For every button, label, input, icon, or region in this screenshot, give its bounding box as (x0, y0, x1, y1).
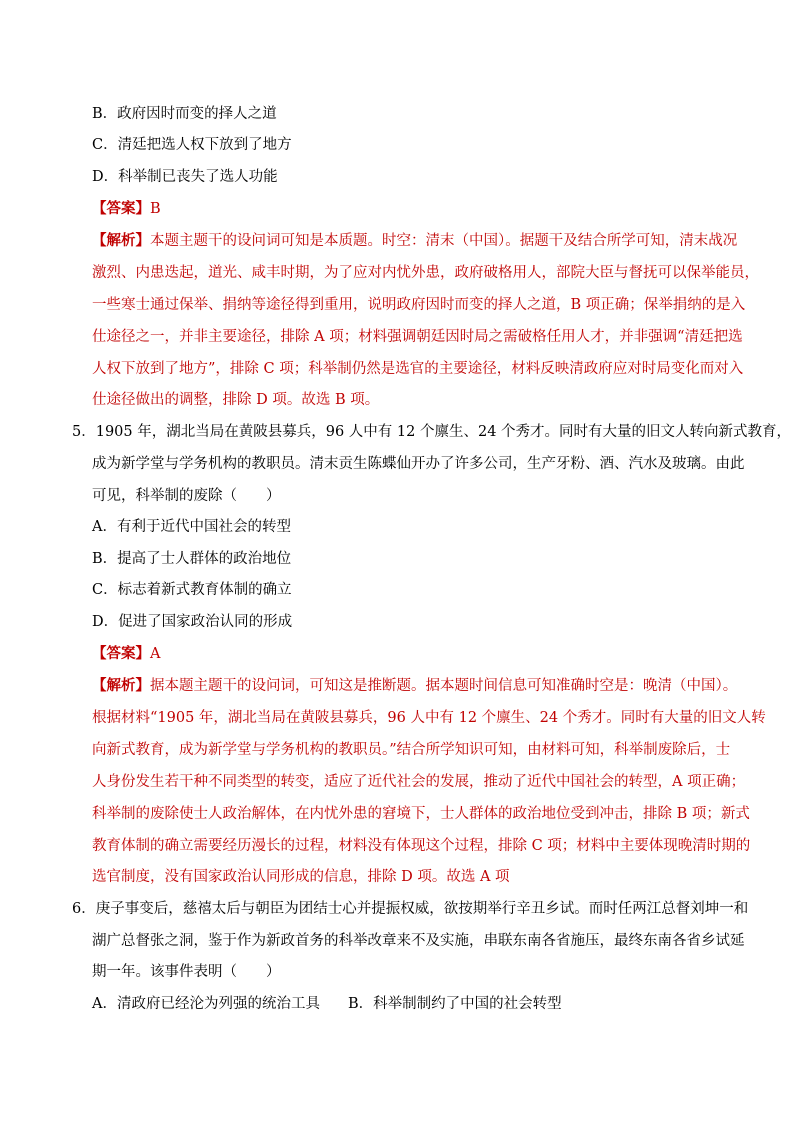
q5-explanation-line: 向新式教育，成为新学堂与学务机构的教职员。”结合所学知识可知，由材料可知，科举制废除后，士 (92, 742, 731, 758)
q5-stem-line (72, 422, 791, 442)
answer-value: B (150, 201, 161, 217)
q4-option-c: C．清廷把选人权下放到了地方 (92, 137, 292, 153)
q5-explanation-line: 教育体制的确立需要经历漫长的过程，材料没有体现这个过程，排除 C 项；材料中主要体现晚清时期的 (92, 838, 751, 854)
question-text: 庚子事变后，慈禧太后与朝臣为团结士心并提振权威，欲按期举行辛丑乡试。而时任两江总督刘坤一和 (95, 901, 749, 917)
explanation-text: 据本题主题干的设问词，可知这是推断题。据本题时间信息可知准确时空是：晚清（中国）。 (150, 678, 738, 694)
q4-option-d: D．科举制已丧失了选人功能 (92, 169, 278, 185)
q4-explanation-line: 激烈、内患迭起，道光、咸丰时期，为了应对内忧外患，政府破格用人，部院大臣与督抚可以保举能员， (92, 265, 759, 281)
q5-explanation-line (92, 676, 737, 696)
q4-explanation-line: 一些寒士通过保举、捐纳等途径得到重用，说明政府因时而变的择人之道，B 项正确；保举捐纳的是入 (92, 297, 746, 313)
q6-stem-line (72, 899, 748, 919)
q6-stem-line: 湖广总督张之洞，鉴于作为新政首务的科举改章来不及实施，串联东南各省施压，最终东南各省乡试延 (92, 933, 745, 949)
answer-label: 【答案】 (92, 200, 150, 217)
q5-explanation-line: 科举制的废除使士人政治解体，在内忧外患的窘境下，士人群体的政治地位受到冲击，排除 B 项；新式 (92, 806, 750, 822)
q5-option-d: D．促进了国家政治认同的形成 (92, 614, 293, 630)
q6-option-a: A．清政府已经沦为列强的统治工具 (92, 996, 320, 1012)
q5-option-c: C．标志着新式教育体制的确立 (92, 582, 292, 598)
explanation-label: 【解析】 (92, 232, 150, 249)
q4-answer (92, 199, 161, 219)
question-number: 5． (72, 424, 96, 440)
q4-explanation-line: 仕途径之一，并非主要途径，排除 A 项；材料强调朝廷因时局之需破格任用人才，并非强调“清廷把选 (92, 329, 743, 345)
q5-stem-line: 成为新学堂与学务机构的教职员。清末贡生陈蝶仙开办了许多公司，生产牙粉、酒、汽水及玻璃。由此 (92, 456, 745, 472)
explanation-text: 本题主题干的设问词可知是本质题。时空：清末（中国）。据题干及结合所学可知，清末战况 (150, 233, 738, 249)
question-text: 1905 年，湖北当局在黄陂县募兵，96 人中有 12 个廪生、24 个秀才。同时有大量的旧文人转向新式教育， (95, 424, 792, 440)
q5-option-b: B．提高了士人群体的政治地位 (92, 551, 292, 567)
q5-answer (92, 644, 160, 664)
q5-explanation-line: 根据材料“1905 年，湖北当局在黄陂县募兵，96 人中有 12 个廪生、24 个秀才。同时有大量的旧文人转 (92, 710, 766, 726)
answer-label: 【答案】 (92, 645, 150, 662)
q4-explanation-line (92, 231, 737, 251)
answer-value: A (150, 646, 161, 662)
q6-option-b: B．科举制制约了中国的社会转型 (348, 996, 562, 1012)
q5-option-a: A．有利于近代中国社会的转型 (92, 519, 291, 535)
q5-stem-line: 可见，科举制的废除（ ） (92, 488, 281, 504)
q4-explanation-line: 人权下放到了地方”，排除 C 项；科举制仍然是选官的主要途径，材料反映清政府应对时局变化而对入 (92, 361, 744, 377)
explanation-label: 【解析】 (92, 677, 150, 694)
q4-option-b: B．政府因时而变的择人之道 (92, 106, 277, 122)
q5-explanation-line: 选官制度，没有国家政治认同形成的信息，排除 D 项。故选 A 项 (92, 869, 510, 885)
q6-stem-line: 期一年。该事件表明（ ） (92, 964, 281, 980)
question-number: 6． (72, 901, 96, 917)
q5-explanation-line: 人身份发生若干种不同类型的转变，适应了近代社会的发展，推动了近代中国社会的转型，A 项正确； (92, 774, 746, 790)
q4-explanation-line: 仕途径做出的调整，排除 D 项。故选 B 项。 (92, 392, 380, 408)
